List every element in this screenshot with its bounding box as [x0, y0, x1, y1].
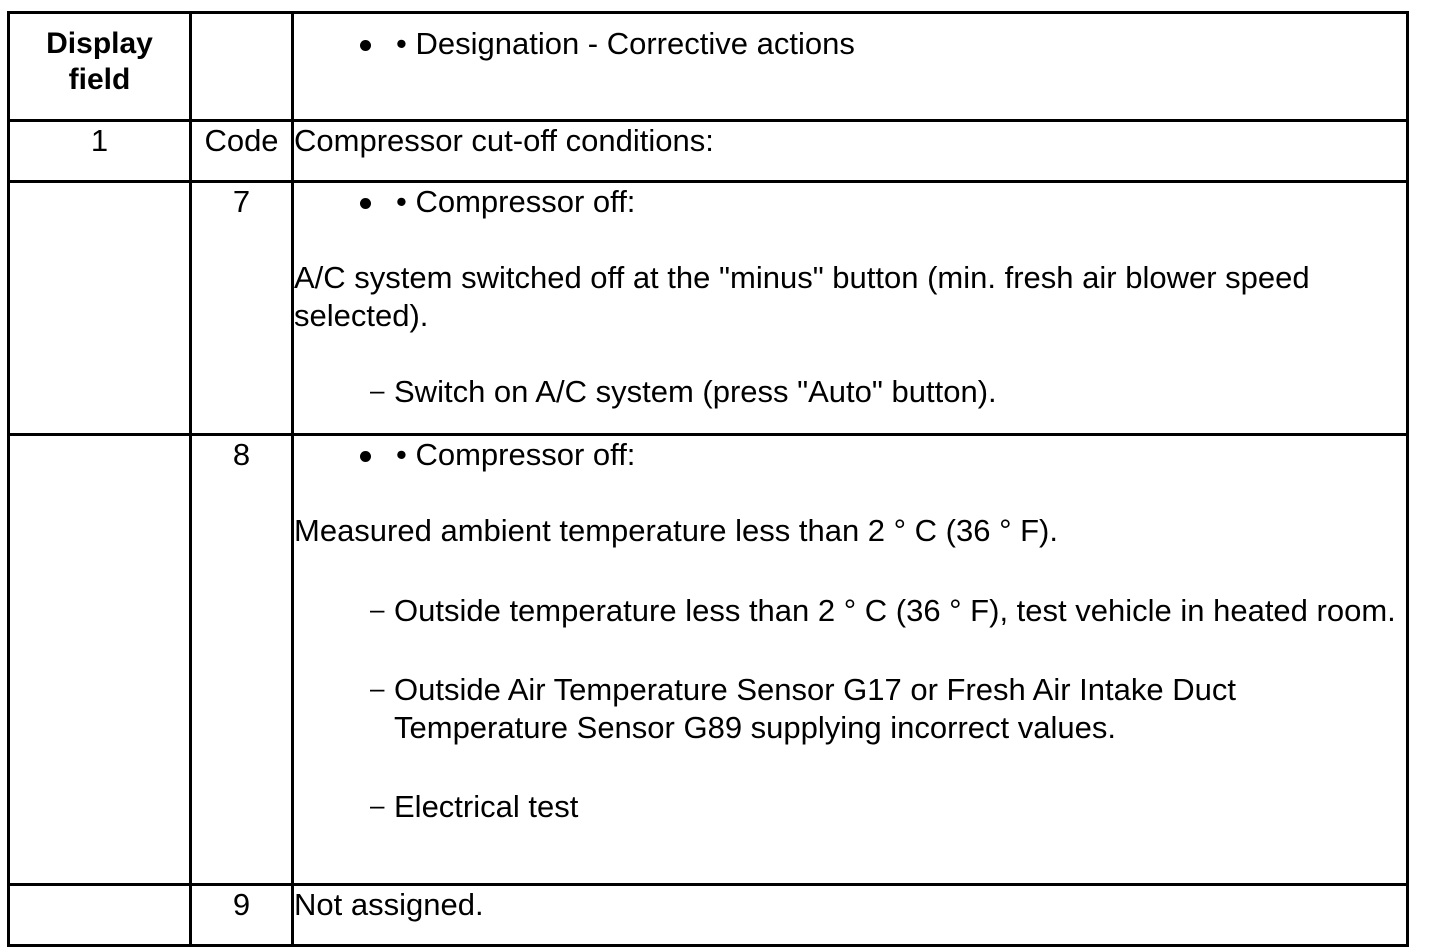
corrective-action-text: Outside Air Temperature Sensor G17 or Fresh Air Intake Duct Temperature Sensor G89 supplying incorrect values.: [394, 672, 1236, 745]
field-number-cell: [9, 121, 191, 182]
table-row-code-7: [9, 182, 1408, 435]
corrective-action-text: Electrical test: [394, 789, 579, 824]
code-description-cell: [293, 182, 1408, 435]
code-text: Not assigned.: [294, 887, 484, 922]
empty-field-cell: [9, 435, 191, 885]
field-number: 1: [90, 123, 109, 158]
corrective-action-text: Switch on A/C system (press "Auto" button).: [394, 374, 997, 409]
dash-icon: –: [370, 790, 385, 820]
code-bullet-text: • Compressor off:: [396, 184, 636, 219]
code-description-cell: [293, 885, 1408, 946]
code-value: 9: [232, 887, 251, 922]
code-cell: [191, 435, 293, 885]
display-field-table: [7, 11, 1409, 947]
table-row-field-1: [9, 121, 1408, 182]
header-designation-label: • Designation - Corrective actions: [396, 26, 855, 61]
bullet-dot-icon: [360, 40, 371, 51]
code-label-cell: [191, 121, 293, 182]
header-code-cell: [191, 13, 293, 121]
header-designation-bullet: [294, 25, 1406, 63]
dash-icon: –: [370, 594, 385, 624]
header-display-field-label: [10, 14, 189, 98]
code-value: 7: [232, 184, 251, 219]
corrective-action: [294, 592, 1406, 630]
empty-field-cell: [9, 885, 191, 946]
corrective-action-text: Outside temperature less than 2 ° C (36 ° F), test vehicle in heated room.: [394, 593, 1396, 628]
code-condition: A/C system switched off at the "minus" button (min. fresh air blower speed selected).: [294, 260, 1310, 333]
dash-icon: –: [370, 375, 385, 405]
table-row-code-8: [9, 435, 1408, 885]
dash-icon: –: [370, 673, 385, 703]
header-designation-cell: [293, 13, 1408, 121]
header-display-field-cell: [9, 13, 191, 121]
code-condition: Measured ambient temperature less than 2 ° C (36 ° F).: [294, 513, 1058, 548]
code-bullet: [294, 183, 1406, 221]
table-row-code-9: [9, 885, 1408, 946]
corrective-action: [294, 671, 1406, 747]
table-header-row: [9, 13, 1408, 121]
bullet-dot-icon: [360, 451, 371, 462]
code-cell: [191, 885, 293, 946]
empty-field-cell: [9, 182, 191, 435]
field-title-cell: [293, 121, 1408, 182]
field-title: Compressor cut-off conditions:: [294, 123, 714, 158]
code-bullet-text: • Compressor off:: [396, 437, 636, 472]
code-label: Code: [204, 123, 279, 158]
code-description-cell: [293, 435, 1408, 885]
code-bullet: [294, 436, 1406, 474]
code-value: 8: [232, 437, 251, 472]
corrective-action: [294, 788, 1406, 826]
corrective-action: [294, 373, 1406, 411]
code-cell: [191, 182, 293, 435]
bullet-dot-icon: [360, 198, 371, 209]
header-display-field-text: Display field: [46, 27, 153, 96]
